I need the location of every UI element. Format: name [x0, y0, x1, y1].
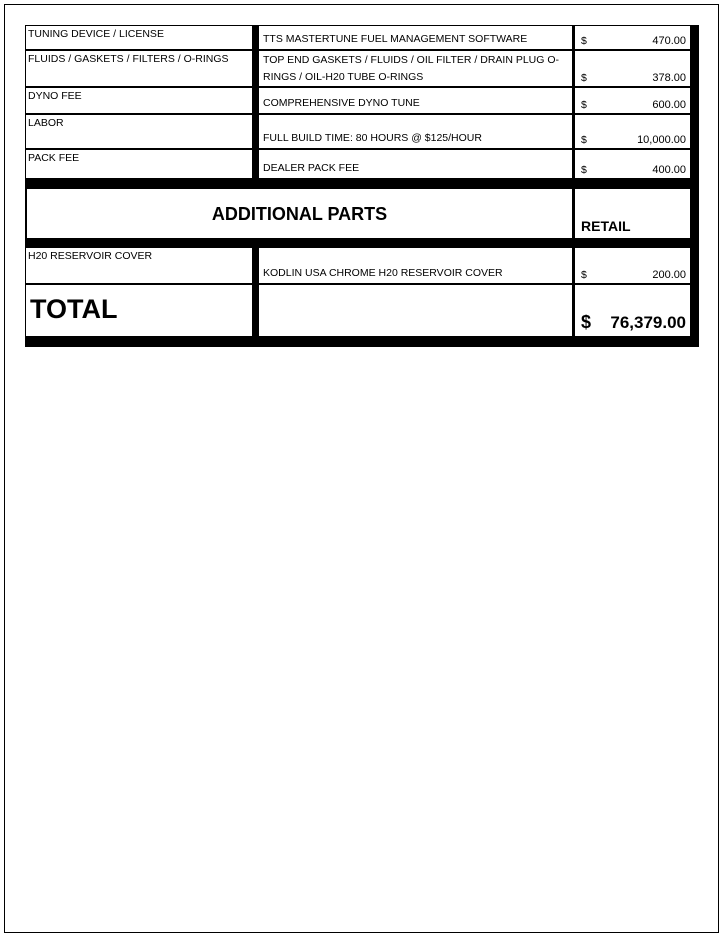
total-label: TOTAL — [30, 294, 118, 324]
currency-symbol: $ — [581, 269, 587, 281]
retail-header-cell — [575, 189, 690, 238]
item-description: KODLIN USA CHROME H20 RESERVOIR COVER — [263, 267, 503, 279]
currency-symbol: $ — [581, 99, 587, 111]
item-description: FULL BUILD TIME: 80 HOURS @ $125/HOUR — [263, 132, 482, 144]
description-cell — [259, 150, 572, 178]
item-description — [263, 52, 559, 86]
item-description-line: RINGS / OIL-H20 TUBE O-RINGS — [263, 71, 424, 83]
table-row — [26, 115, 252, 148]
category-label: DYNO FEE — [28, 90, 82, 102]
total-description-cell — [259, 285, 572, 336]
category-label: LABOR — [28, 117, 64, 129]
total-amount: 76,379.00 — [610, 313, 686, 332]
total-currency-symbol: $ — [581, 312, 592, 332]
price-cell — [575, 51, 690, 86]
total-amount-cell — [575, 285, 690, 336]
table-row — [26, 51, 252, 86]
additional-parts-title: ADDITIONAL PARTS — [211, 204, 388, 224]
price-cell — [575, 248, 690, 283]
table-row — [26, 150, 252, 178]
item-amount: 200.00 — [652, 269, 686, 281]
price-cell — [575, 26, 690, 49]
price-cell — [575, 150, 690, 178]
currency-symbol: $ — [581, 72, 587, 84]
category-label: PACK FEE — [28, 152, 80, 164]
retail-column-header: RETAIL — [581, 218, 631, 234]
currency-symbol: $ — [581, 164, 587, 176]
item-amount: 10,000.00 — [637, 134, 686, 146]
currency-symbol: $ — [581, 35, 587, 47]
item-amount: 600.00 — [652, 99, 686, 111]
total-row — [26, 285, 252, 336]
currency-symbol: $ — [581, 134, 587, 146]
description-cell — [259, 88, 572, 113]
category-label: TUNING DEVICE / LICENSE — [28, 28, 164, 40]
item-description: COMPREHENSIVE DYNO TUNE — [263, 97, 420, 109]
price-cell — [575, 88, 690, 113]
table-row — [26, 26, 252, 49]
item-description: TTS MASTERTUNE FUEL MANAGEMENT SOFTWARE — [263, 33, 528, 45]
description-cell — [259, 115, 572, 148]
item-amount: 470.00 — [652, 35, 686, 47]
description-cell — [259, 26, 572, 49]
price-cell — [575, 115, 690, 148]
item-amount: 378.00 — [652, 72, 686, 84]
category-label: FLUIDS / GASKETS / FILTERS / O-RINGS — [28, 53, 229, 65]
item-description: DEALER PACK FEE — [263, 162, 360, 174]
category-label: H20 RESERVOIR COVER — [28, 250, 153, 262]
section-header — [27, 189, 572, 238]
item-amount: 400.00 — [652, 164, 686, 176]
table-row — [26, 88, 252, 113]
description-cell — [259, 51, 572, 86]
table-row — [26, 248, 252, 283]
item-description-line: TOP END GASKETS / FLUIDS / OIL FILTER / DRAIN PLUG O- — [263, 54, 560, 66]
description-cell — [259, 248, 572, 283]
